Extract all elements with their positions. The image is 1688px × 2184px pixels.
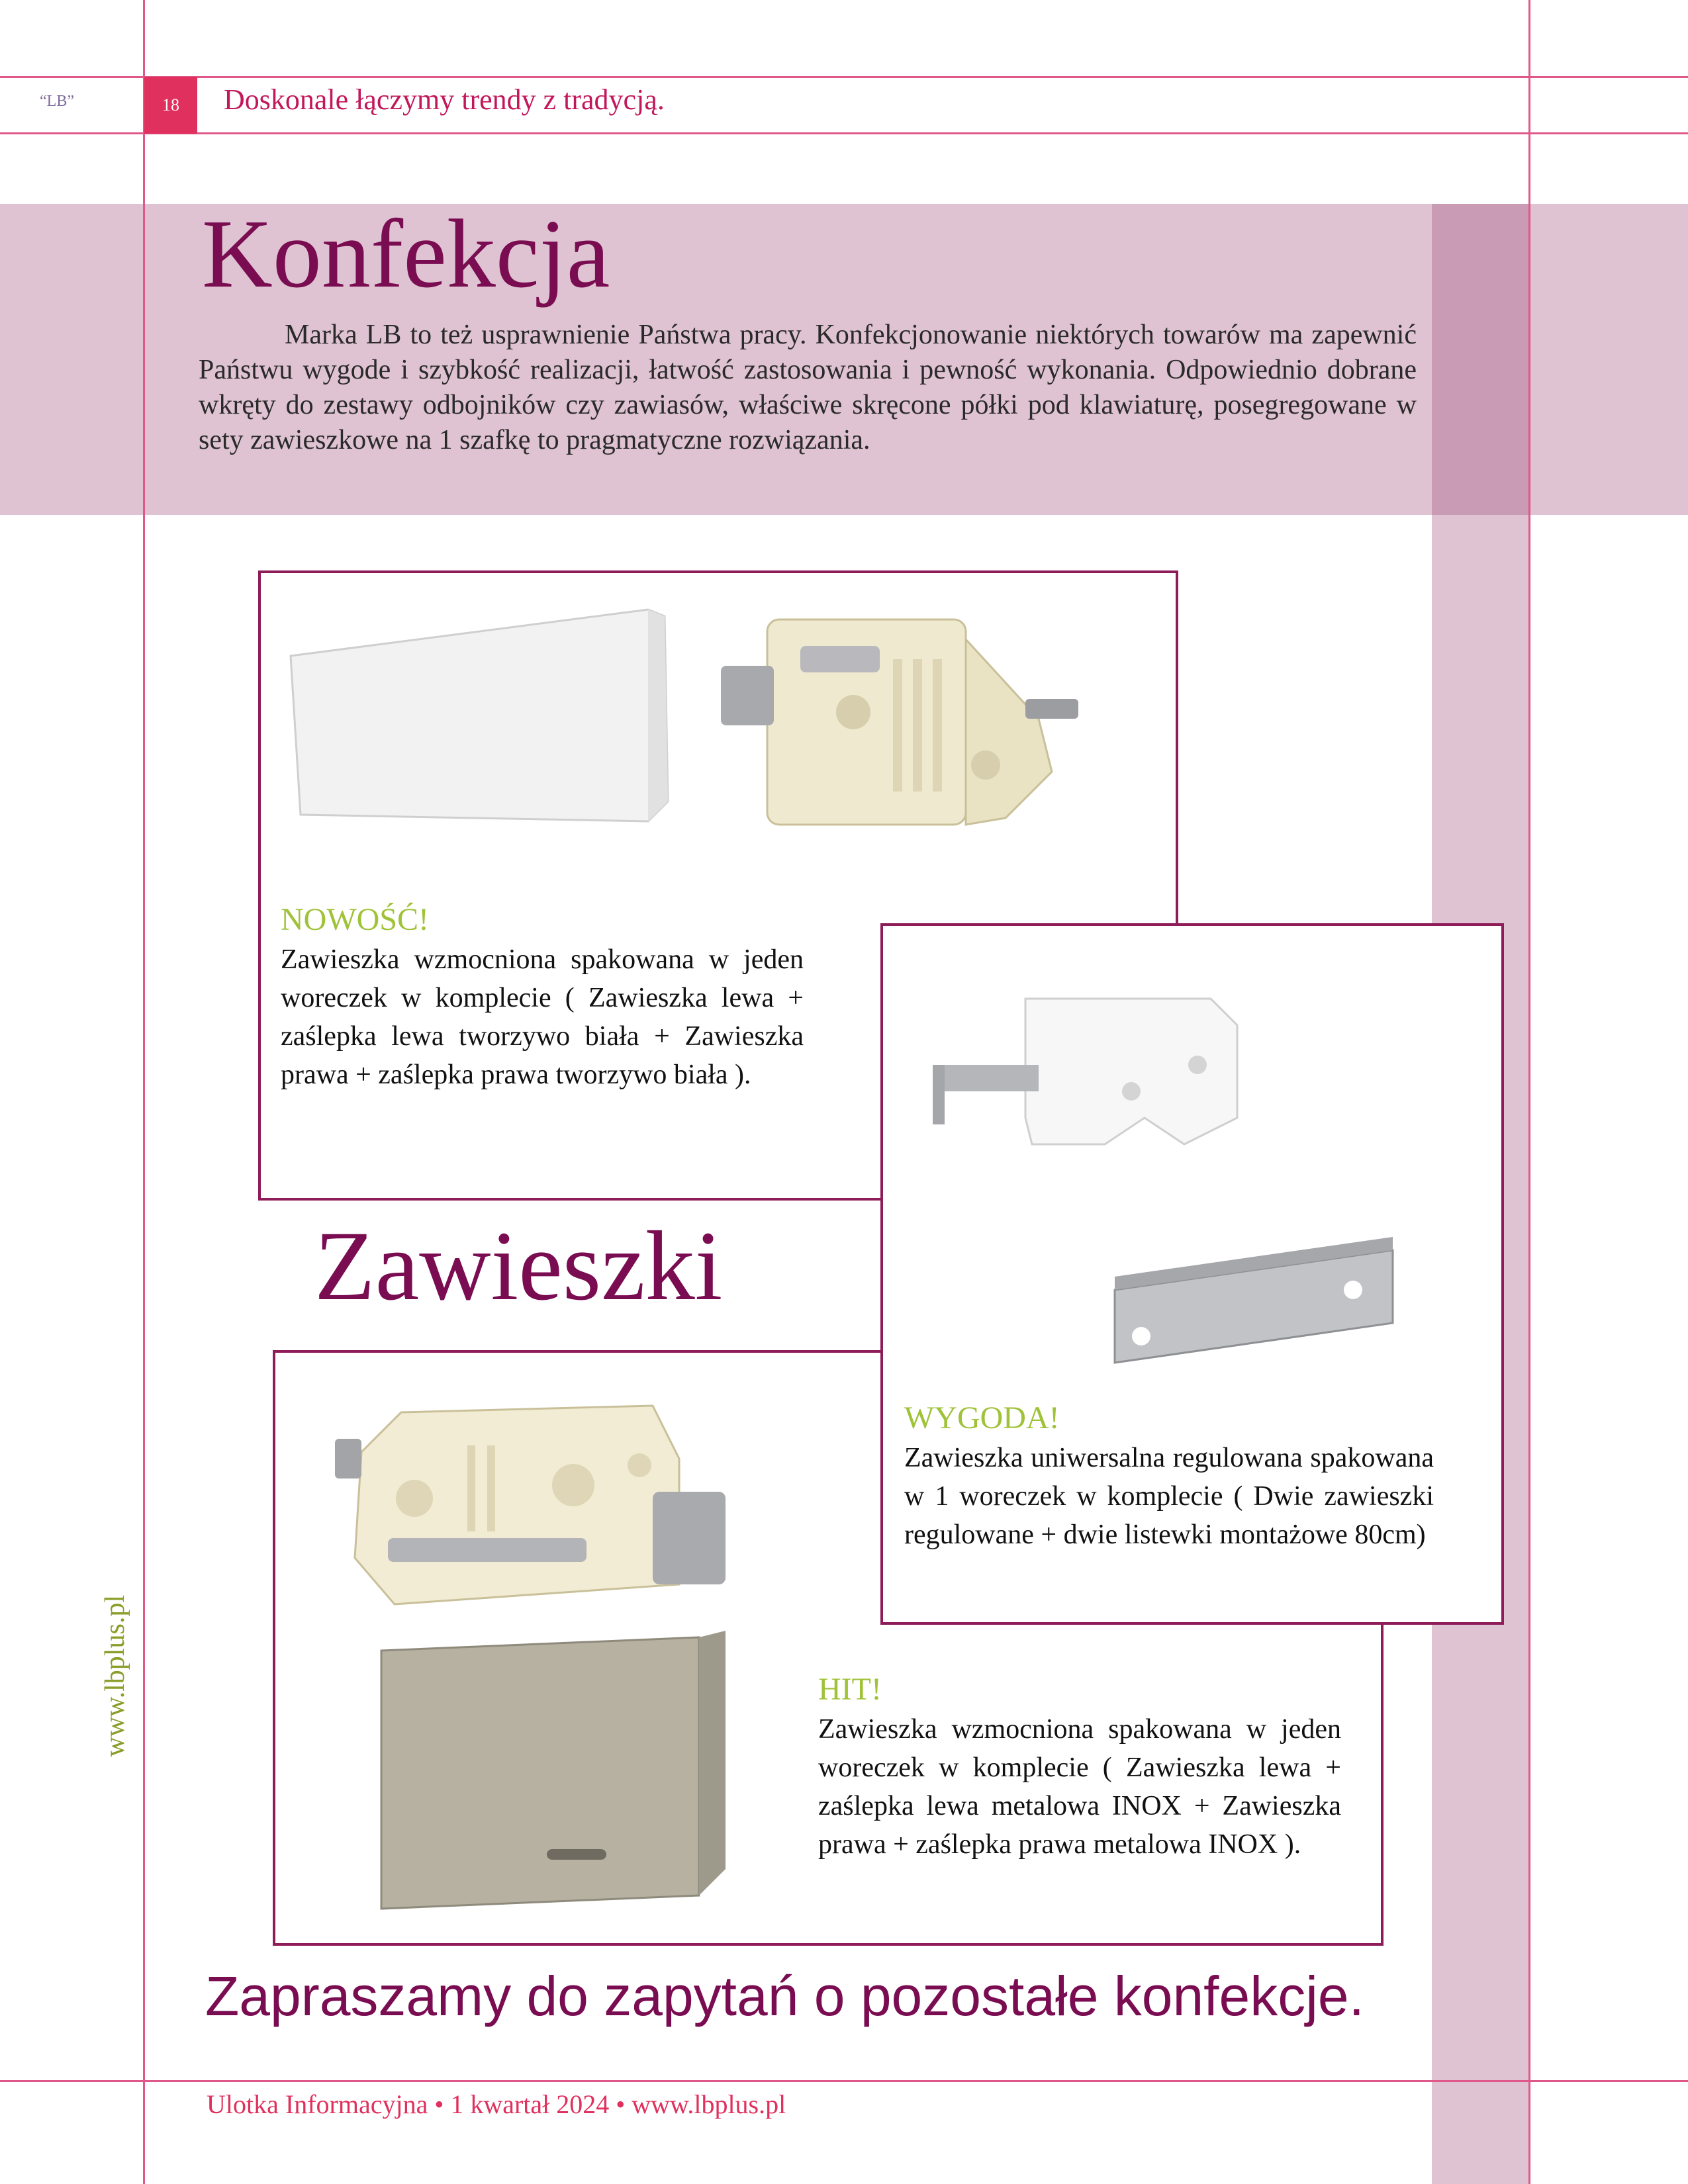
- header-rule-bottom: [0, 132, 1688, 134]
- call-to-action: Zapraszamy do zapytań o pozostałe konfekcje.: [205, 1965, 1364, 2027]
- product-desc-2: Zawieszka uniwersalna regulowana spakowana w 1 woreczek w komplecie ( Dwie zawieszki regulowane + dwie listewki montażowe 80cm): [904, 1443, 1434, 1550]
- product-label-2: WYGODA!: [904, 1400, 1060, 1435]
- product-desc-1: Zawieszka wzmocniona spakowana w jeden woreczek w komplecie ( Zawieszka lewa + zaślepka lewa tworzywo biała + Zawieszka prawa + zaślepka prawa tworzywo biała ).: [281, 944, 804, 1090]
- right-margin-rule: [1528, 0, 1530, 2184]
- header-slogan: Doskonale łączymy trendy z tradycją.: [224, 83, 665, 116]
- brand-tag: “LB”: [40, 93, 74, 110]
- product-desc-3: Zawieszka wzmocniona spakowana w jeden woreczek w komplecie ( Zawieszka lewa + zaślepka lewa metalowa INOX + Zawieszka prawa + zaślepka prawa metalowa INOX ).: [818, 1714, 1341, 1860]
- side-website-url: www.lbplus.pl: [100, 1595, 130, 1757]
- footer-rule: [0, 2080, 1688, 2082]
- product-label-1: NOWOŚĆ!: [281, 902, 429, 937]
- white-cap-image: [277, 603, 675, 835]
- footer-text: Ulotka Informacyjna • 1 kwartał 2024 • www.lbplus.pl: [207, 2089, 786, 2119]
- header-rule-top: [0, 76, 1688, 78]
- mounting-rail-image: [1102, 1224, 1419, 1396]
- product-label-3: HIT!: [818, 1672, 882, 1707]
- products-title: Zawieszki: [314, 1211, 723, 1321]
- hanger-plastic-image: [694, 600, 1092, 878]
- margin-rule: [143, 0, 145, 2184]
- page-number: 18: [144, 77, 197, 134]
- hanger-adjustable-image: [919, 985, 1290, 1184]
- product-box-2: [880, 923, 1504, 1625]
- section-title: Konfekcja: [202, 200, 610, 308]
- inox-cap-image: [355, 1631, 778, 1922]
- side-column-dark: [1432, 204, 1530, 515]
- intro-paragraph: Marka LB to też usprawnienie Państwa pracy. Konfekcjonowanie niektórych towarów ma zapewnić Państwu wygode i szybkość realizacji, łatwość zastosowania i pewność wykonania. Odpowiednio dobrane wkręty do zestawy odbojników czy zawiasów, właściwe skręcone półki pod klawiaturę, posegregowane w sety zawieszkowe na 1 szafkę to pragmatyczne rozwiązania.: [199, 320, 1417, 455]
- hanger-heavy-image: [308, 1386, 759, 1664]
